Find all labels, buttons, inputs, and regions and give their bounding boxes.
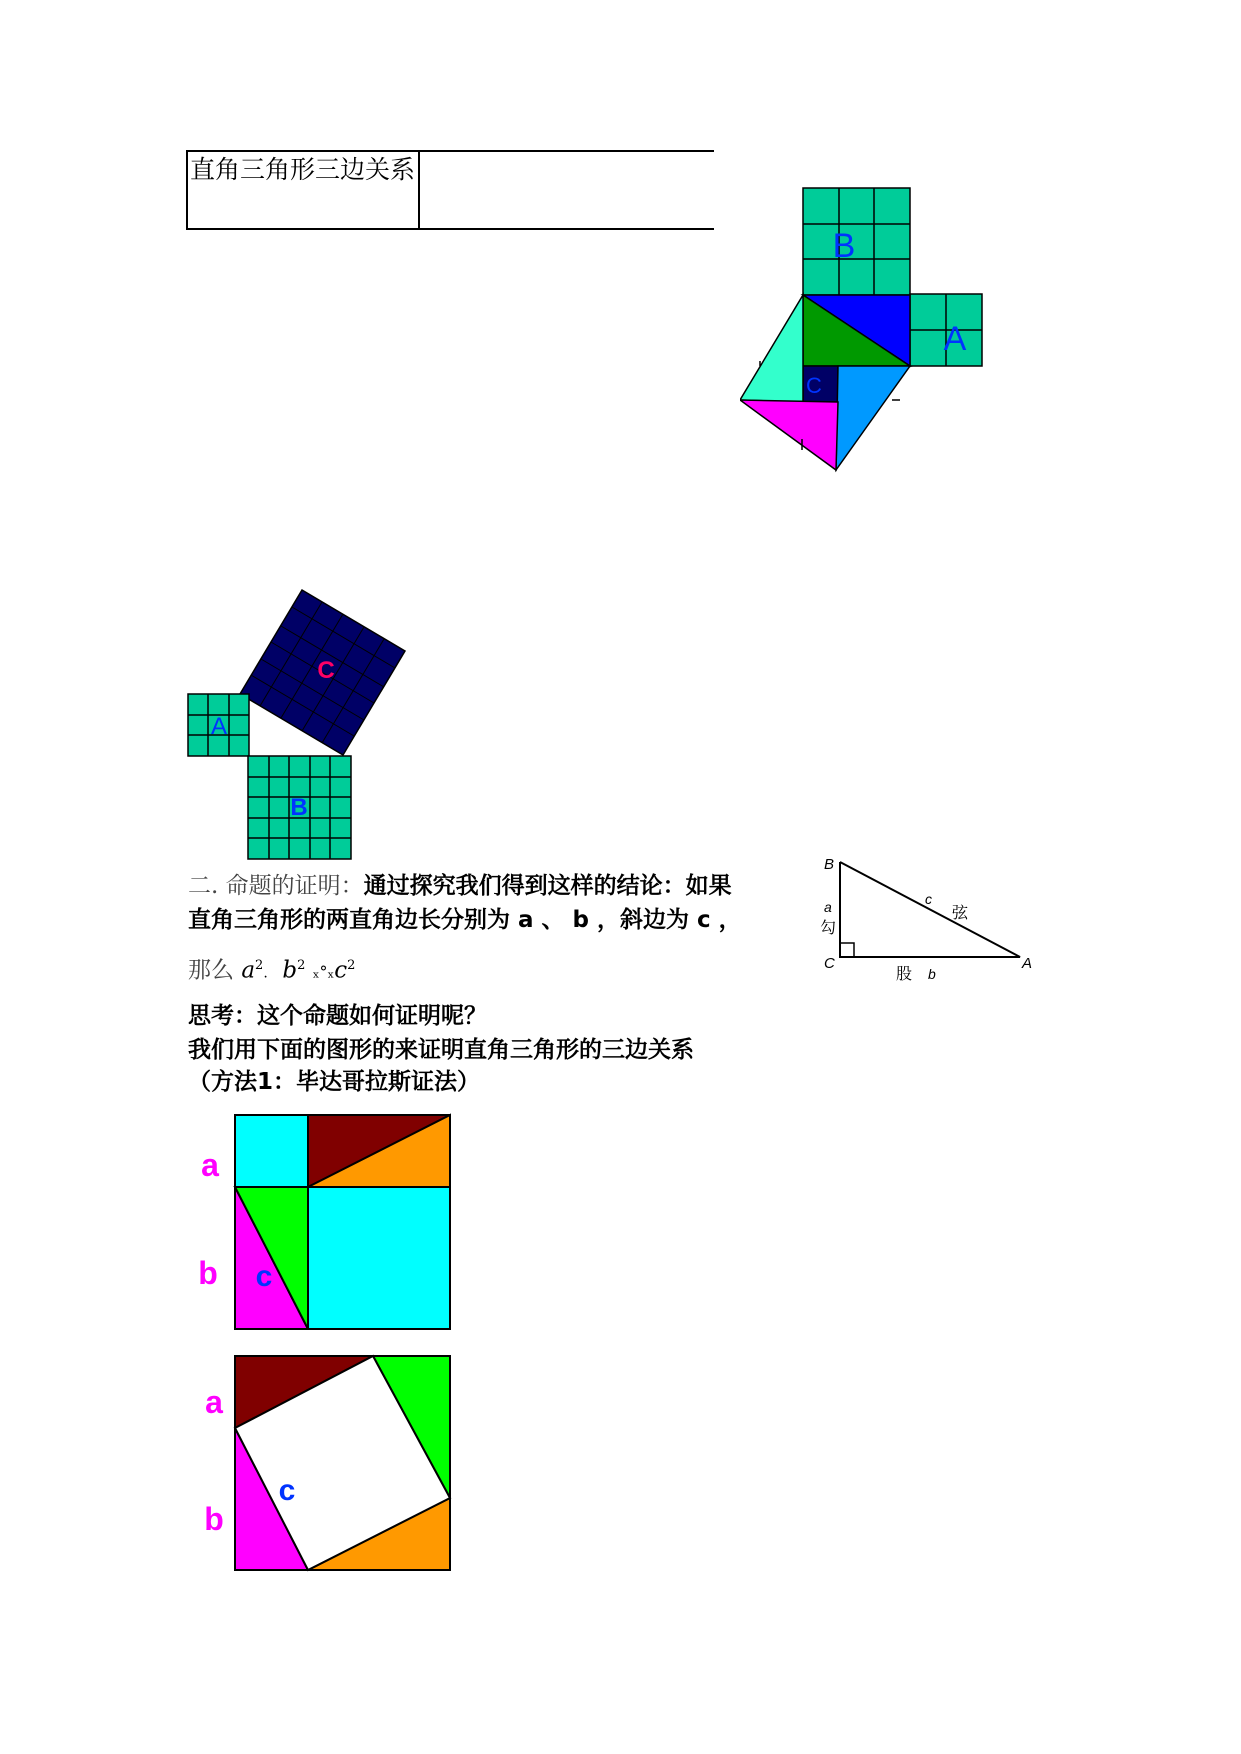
section2-line1 (188, 870, 732, 902)
proof-figure-2 (190, 1350, 460, 1580)
magenta-triangle (740, 400, 838, 470)
think-line: 思考：这个命题如何证明呢？ (188, 1003, 487, 1029)
proof1-label-a: a (201, 1147, 219, 1183)
header-table (186, 150, 714, 230)
eq-b-exp: 2 (297, 958, 306, 973)
method-intro: 我们用下面的图形的来证明直角三角形的三边关系 (188, 1037, 694, 1063)
vertex-b: B (824, 856, 835, 873)
proof2-label-a: a (205, 1384, 223, 1420)
section2-line2: 直角三角形的两直角边长分别为 a 、 b ，斜边为 c ， (188, 907, 742, 933)
eq-prefix: 那么 (188, 957, 234, 984)
side-gu-label: 股 (896, 966, 913, 982)
side-xian-label: 弦 (952, 905, 969, 922)
sky-triangle (836, 366, 910, 470)
section2-line1-text: 通过探究我们得到这样的结论：如果 (363, 873, 732, 899)
label-c-top: C (806, 373, 822, 398)
side-b-label: b (928, 966, 936, 982)
eq-b: b (282, 957, 298, 984)
aqua-triangle (740, 295, 803, 402)
header-table-value (419, 151, 714, 229)
proof2-label-b: b (204, 1501, 224, 1537)
proof1-label-c: c (255, 1260, 273, 1293)
cyan-large-square (308, 1187, 450, 1329)
figure-mid-pythagoras (186, 585, 416, 865)
side-a-label: a (824, 899, 832, 915)
cyan-small-square (235, 1115, 308, 1187)
vertex-c: C (824, 955, 835, 972)
method-name: （方法1：毕达哥拉斯证法） (188, 1069, 481, 1095)
vertex-a: A (1022, 955, 1033, 972)
proof2-label-c: c (278, 1474, 296, 1507)
eq-a-exp: 2 (255, 958, 264, 973)
eq-a: a (241, 957, 256, 984)
square-b (803, 188, 910, 295)
label-a-top: A (943, 320, 967, 358)
section2-line3: 那么 $a^2$. $b^2$ ₓ°ₓc$^2$ (188, 957, 356, 984)
side-c-label: c (925, 891, 932, 907)
eq-c: c (334, 957, 348, 984)
section2-heading: 二. 命题的证明： (188, 873, 364, 899)
eq-c-exp: 2 (347, 958, 356, 973)
label-c-mid: C (317, 657, 335, 684)
label-b-mid: B (290, 794, 308, 821)
side-gou-label: 勾 (820, 920, 837, 937)
label-a-mid: A (210, 713, 228, 740)
label-b-top: B (832, 227, 856, 265)
proof-figure-1 (190, 1108, 460, 1338)
proof1-label-b: b (198, 1255, 218, 1291)
right-triangle-figure (810, 852, 1040, 982)
figure-top-pythagoras (740, 180, 1000, 480)
header-table-label: 直角三角形三边关系 (187, 151, 419, 229)
eq-symbol: ₓ°ₓ (312, 962, 335, 982)
